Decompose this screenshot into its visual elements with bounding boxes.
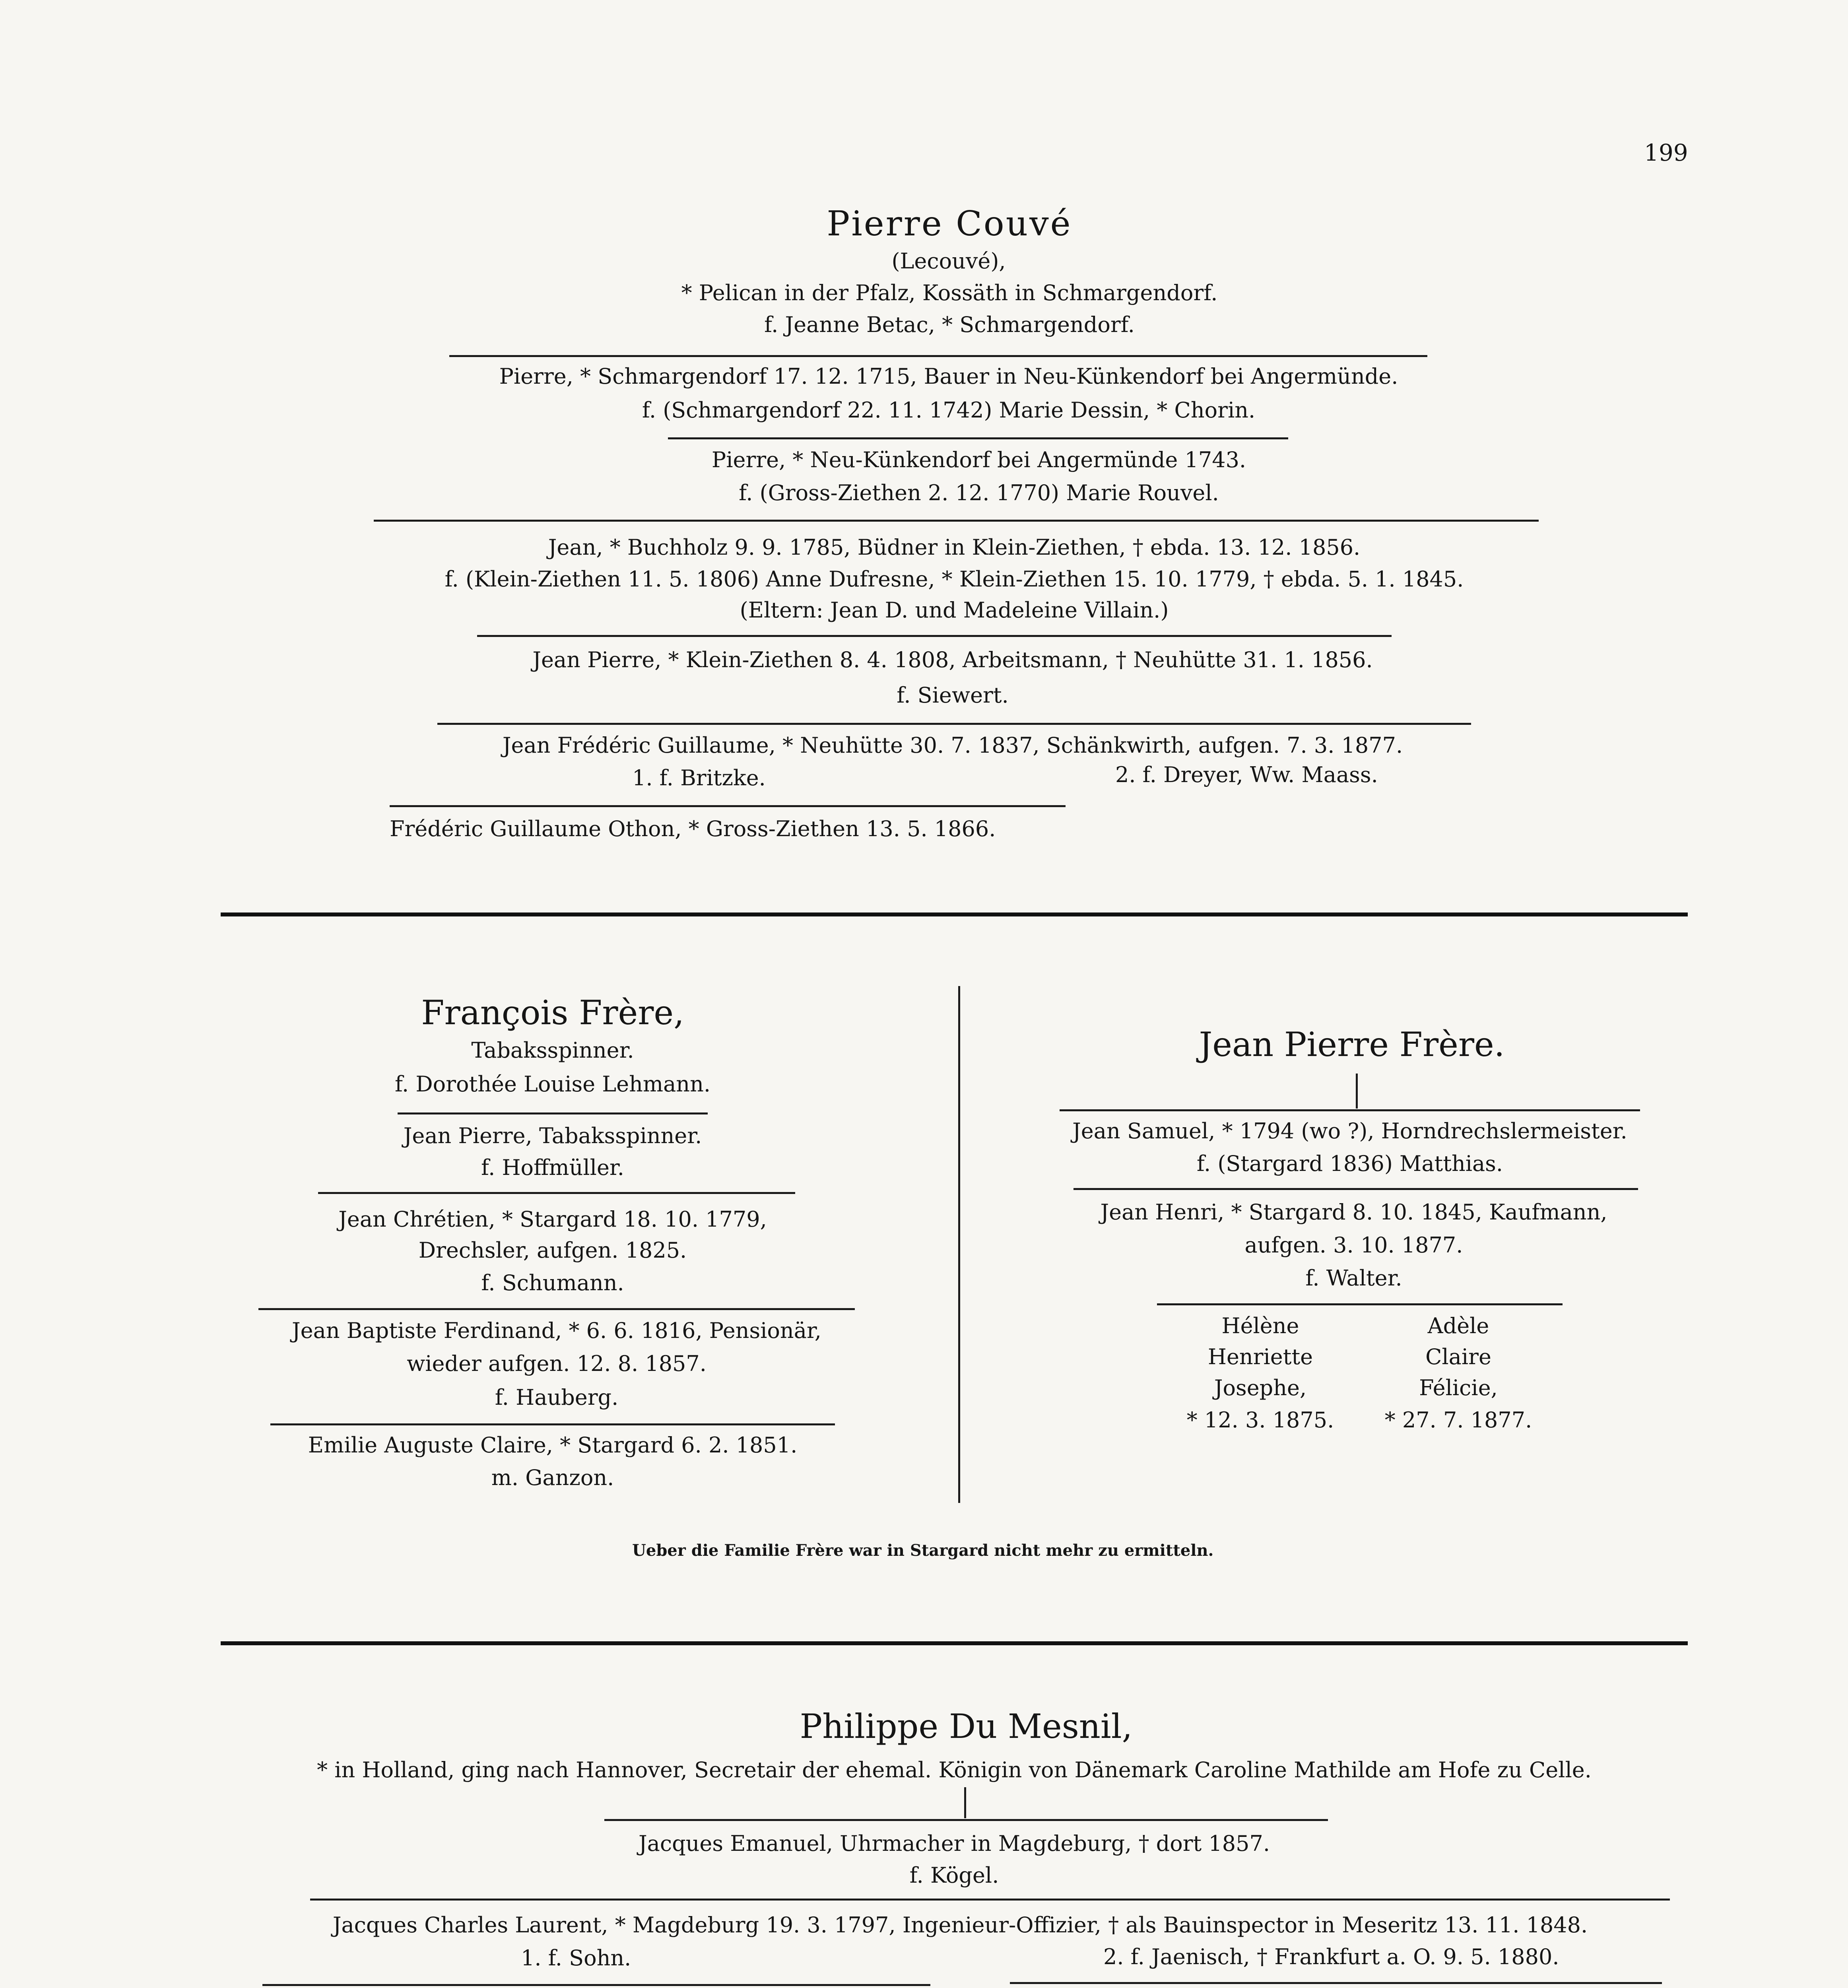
couve-g2-line1: Pierre, * Neu-Künkendorf bei Angermünde 1743. [711, 447, 1246, 472]
couve-wife: f. Jeanne Betac, * Schmargendorf. [764, 312, 1135, 337]
couve-g4-line1: Jean Pierre, * Klein-Ziethen 8. 4. 1808, Arbeitsmann, † Neuhütte 31. 1. 1856. [532, 647, 1373, 672]
couve-g5-wife2: 2. f. Dreyer, Ww. Maass. [1115, 762, 1378, 787]
tree-line [604, 1819, 1328, 1821]
tree-line [262, 1984, 930, 1986]
frere-jeanpierre-child1-line1: Hélène [1221, 1313, 1299, 1338]
tree-line [1073, 1188, 1638, 1190]
frere-jeanpierre-child1-line4: * 12. 3. 1875. [1186, 1408, 1334, 1433]
tree-line [1010, 1982, 1662, 1984]
frere-francois-g4-line2: m. Ganzon. [491, 1465, 614, 1490]
mesnil-g1-line1: Jacques Emanuel, Uhrmacher in Magdeburg, † dort 1857. [638, 1831, 1270, 1856]
tree-line [477, 635, 1392, 637]
frere-jeanpierre-child1-line2: Henriette [1207, 1344, 1313, 1369]
couve-g1-line2: f. (Schmargendorf 22. 11. 1742) Marie Dessin, * Chorin. [642, 398, 1256, 423]
couve-g2-line2: f. (Gross-Ziethen 2. 12. 1770) Marie Rouvel. [739, 480, 1219, 505]
frere-jeanpierre-g1-line1: Jean Samuel, * 1794 (wo ?), Horndrechslermeister. [1072, 1118, 1627, 1143]
couve-g5-wife1: 1. f. Britzke. [632, 765, 766, 790]
frere-jeanpierre-child1-line3: Josephe, [1214, 1375, 1307, 1400]
tree-line [668, 437, 1288, 439]
page-number: 199 [1644, 139, 1688, 166]
mesnil-g2-line1: Jacques Charles Laurent, * Magdeburg 19. 3. 1797, Ingenieur-Offizier, † als Bauinspector in Meseritz 13. 11. 1848. [332, 1912, 1588, 1938]
frere-francois-g2-line2: Drechsler, aufgen. 1825. [418, 1238, 687, 1263]
tree-line [374, 520, 1539, 522]
tree-line [270, 1423, 835, 1425]
frere-jeanpierre-g2-line3: f. Walter. [1305, 1266, 1402, 1291]
frere-francois-wife: f. Dorothée Louise Lehmann. [394, 1072, 711, 1097]
frere-jeanpierre-child2-line2: Claire [1425, 1344, 1491, 1369]
tree-line [1060, 1109, 1640, 1111]
tree-line [1356, 1074, 1358, 1109]
mesnil-origin: * in Holland, ging nach Hannover, Secretair der ehemal. Königin von Dänemark Caroline Mathilde am Hofe zu Celle. [317, 1757, 1592, 1782]
tree-line [310, 1899, 1670, 1901]
frere-jeanpierre-g2-line1: Jean Henri, * Stargard 8. 10. 1845, Kaufmann, [1100, 1200, 1607, 1225]
tree-line [390, 805, 1066, 807]
couve-g4-line2: f. Siewert. [897, 683, 1009, 708]
frere-francois-g3-line1: Jean Baptiste Ferdinand, * 6. 6. 1816, Pensionär, [292, 1318, 821, 1343]
frere-francois-g2-line3: f. Schumann. [481, 1270, 624, 1295]
frere-francois-title: François Frère, [421, 993, 684, 1032]
mesnil-g2-wife1: 1. f. Sohn. [521, 1945, 631, 1971]
frere-francois-occupation: Tabaksspinner. [471, 1038, 634, 1063]
frere-francois-g3-line3: f. Hauberg. [495, 1385, 619, 1410]
frere-francois-g1-line2: f. Hoffmüller. [481, 1155, 624, 1180]
couve-g3-line1: Jean, * Buchholz 9. 9. 1785, Büdner in Klein-Ziethen, † ebda. 13. 12. 1856. [548, 535, 1361, 560]
couve-g1-line1: Pierre, * Schmargendorf 17. 12. 1715, Bauer in Neu-Künkendorf bei Angermünde. [499, 364, 1398, 389]
couve-g5-line1: Jean Frédéric Guillaume, * Neuhütte 30. 7. 1837, Schänkwirth, aufgen. 7. 3. 1877. [502, 733, 1403, 758]
frere-jeanpierre-child2-line4: * 27. 7. 1877. [1384, 1408, 1532, 1433]
frere-francois-g4-line1: Emilie Auguste Claire, * Stargard 6. 2. 1851. [308, 1433, 798, 1458]
frere-jeanpierre-child2-line3: Félicie, [1419, 1375, 1498, 1400]
section-divider [221, 1641, 1688, 1645]
couve-g6-line1: Frédéric Guillaume Othon, * Gross-Ziethen 13. 5. 1866. [390, 816, 996, 841]
section-divider [221, 912, 1688, 916]
frere-jeanpierre-title: Jean Pierre Frère. [1199, 1025, 1505, 1064]
frere-jeanpierre-child2-line1: Adèle [1427, 1313, 1489, 1338]
mesnil-g2-wife2: 2. f. Jaenisch, † Frankfurt a. O. 9. 5. 1880. [1103, 1944, 1559, 1969]
frere-note: Ueber die Familie Frère war in Stargard nicht mehr zu ermitteln. [632, 1541, 1214, 1560]
frere-jeanpierre-g1-line2: f. (Stargard 1836) Matthias. [1196, 1151, 1503, 1176]
couve-alias: (Lecouvé), [891, 248, 1006, 274]
mesnil-g1-line2: f. Kögel. [909, 1863, 999, 1888]
mesnil-title: Philippe Du Mesnil, [800, 1707, 1133, 1746]
couve-origin: * Pelican in der Pfalz, Kossäth in Schmargendorf. [681, 280, 1218, 305]
frere-francois-g3-line2: wieder aufgen. 12. 8. 1857. [407, 1351, 707, 1376]
tree-line [964, 1787, 966, 1818]
couve-title: Pierre Couvé [827, 204, 1072, 244]
tree-line [258, 1308, 855, 1310]
tree-line [437, 723, 1471, 725]
tree-line [449, 355, 1427, 357]
frere-jeanpierre-g2-line2: aufgen. 3. 10. 1877. [1244, 1233, 1463, 1258]
couve-g3-line3: (Eltern: Jean D. und Madeleine Villain.) [740, 598, 1169, 623]
frere-francois-g1-line1: Jean Pierre, Tabaksspinner. [403, 1123, 702, 1148]
column-divider [958, 986, 960, 1503]
tree-line [318, 1192, 795, 1194]
tree-line [398, 1112, 708, 1114]
couve-g3-line2: f. (Klein-Ziethen 11. 5. 1806) Anne Dufresne, * Klein-Ziethen 15. 10. 1779, † ebda. 5. 1. 1845. [445, 567, 1464, 592]
tree-line [1157, 1303, 1563, 1305]
frere-francois-g2-line1: Jean Chrétien, * Stargard 18. 10. 1779, [338, 1207, 767, 1232]
